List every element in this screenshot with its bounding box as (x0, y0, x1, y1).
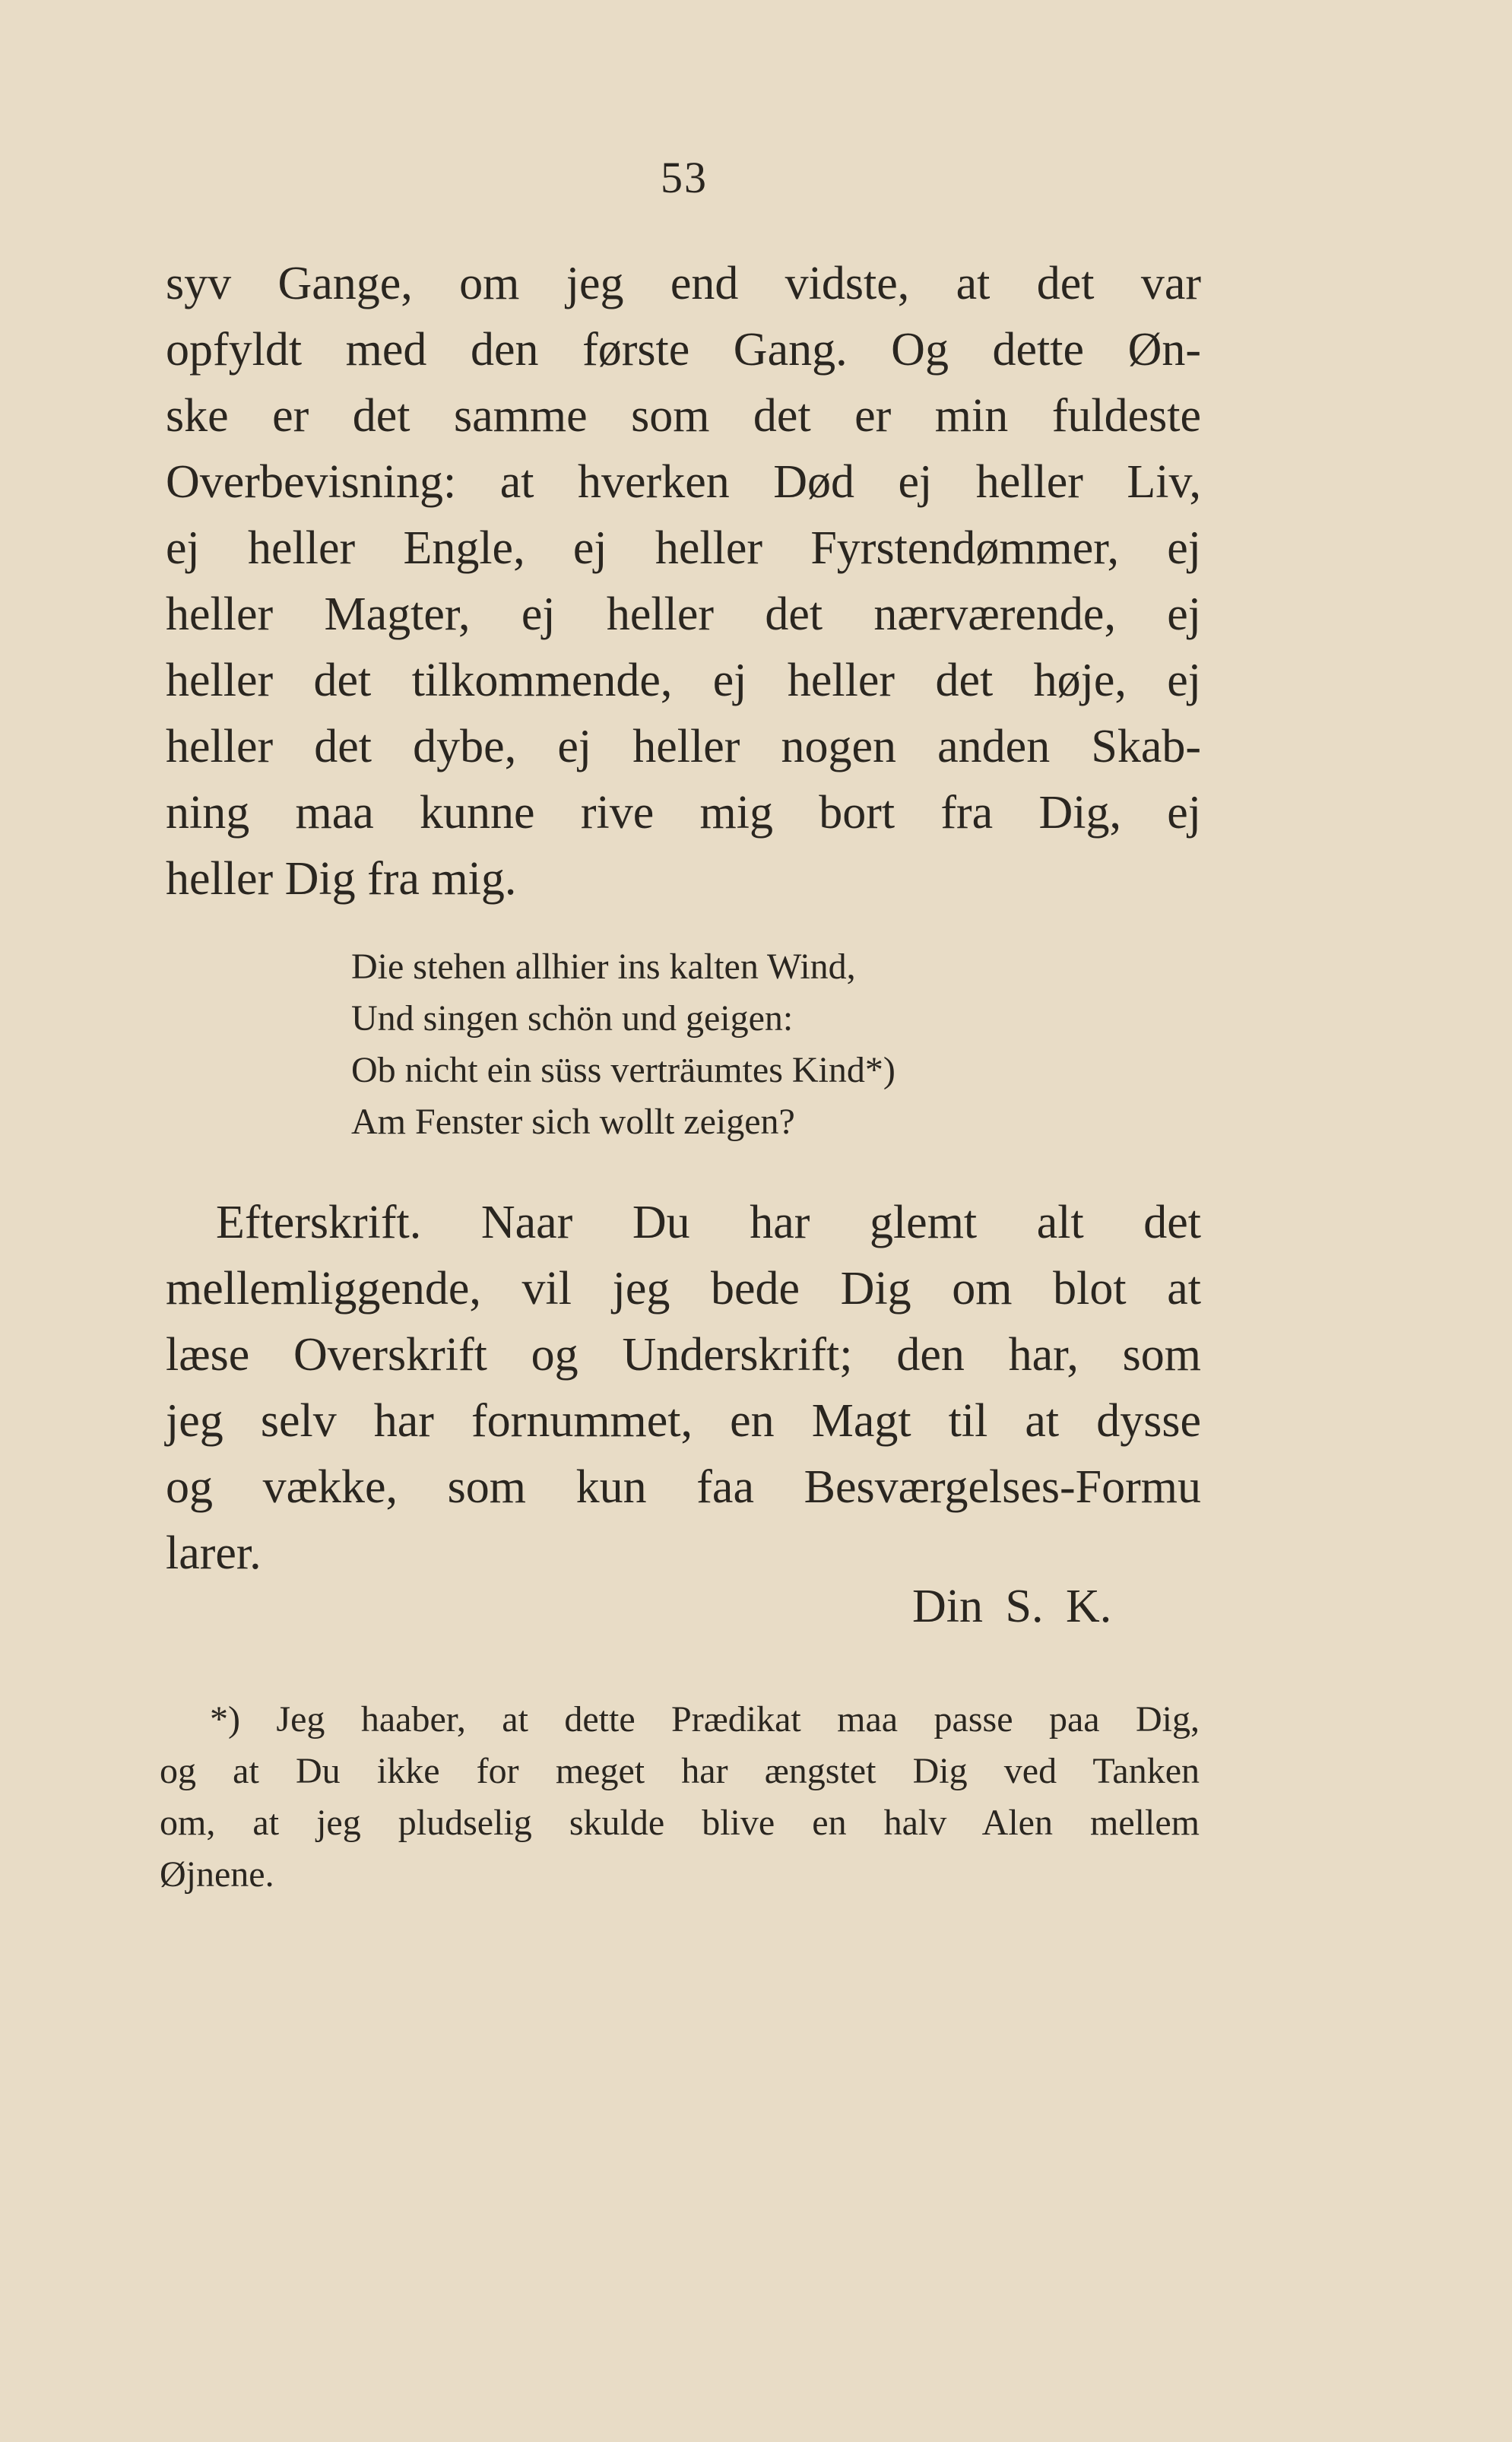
text-line: larer. (166, 1527, 262, 1579)
main-paragraph (166, 251, 1201, 912)
verse-line: Am Fenster sich wollt zeigen? (351, 1102, 795, 1142)
text-line: opfyldt med den første Gang. Og dette Øn- (166, 324, 1201, 376)
text-line: Overbevisning: at hverken Død ej heller Liv, (166, 456, 1201, 508)
text-line: ske er det samme som det er min fuldeste (166, 390, 1201, 442)
text-line: heller det dybe, ej heller nogen anden Skab- (166, 721, 1201, 772)
footnote-line: Øjnene. (160, 1854, 274, 1895)
text-line: heller Magter, ej heller det nærværende, ej (166, 588, 1201, 640)
text-line: syv Gange, om jeg end vidste, at det var (166, 258, 1201, 309)
footnote (160, 1694, 1200, 1901)
text-line: ej heller Engle, ej heller Fyrstendømmer, ej (166, 522, 1201, 574)
page-number: 53 (661, 153, 708, 202)
postscript-paragraph (166, 1190, 1201, 1587)
text-line: Efterskrift. Naar Du har glemt alt det (216, 1197, 1201, 1248)
verse-line: Ob nicht ein süss verträumtes Kind*) (351, 1050, 895, 1090)
footnote-line: og at Du ikke for meget har ængstet Dig ved Tanken (160, 1751, 1200, 1791)
text-line: jeg selv har fornummet, en Magt til at dysse (166, 1395, 1201, 1447)
footnote-line: om, at jeg pludselig skulde blive en halv Alen mellem (160, 1803, 1200, 1843)
verse-line: Und singen schön und geigen: (351, 998, 794, 1039)
text-line: ning maa kunne rive mig bort fra Dig, ej (166, 787, 1201, 839)
verse-quotation (351, 941, 895, 1148)
text-line: heller det tilkommende, ej heller det høje, ej (166, 655, 1201, 706)
text-line: heller Dig fra mig. (166, 853, 517, 905)
text-line: og vække, som kun faa Besværgelses-Formu (166, 1461, 1201, 1513)
footnote-line: *) Jeg haaber, at dette Prædikat maa passe paa Dig, (210, 1699, 1200, 1740)
text-line: læse Overskrift og Underskrift; den har, som (166, 1329, 1201, 1381)
verse-line: Die stehen allhier ins kalten Wind, (351, 947, 856, 987)
text-line: mellemliggende, vil jeg bede Dig om blot at (166, 1263, 1201, 1315)
signature: Din S. K. (912, 1581, 1112, 1632)
